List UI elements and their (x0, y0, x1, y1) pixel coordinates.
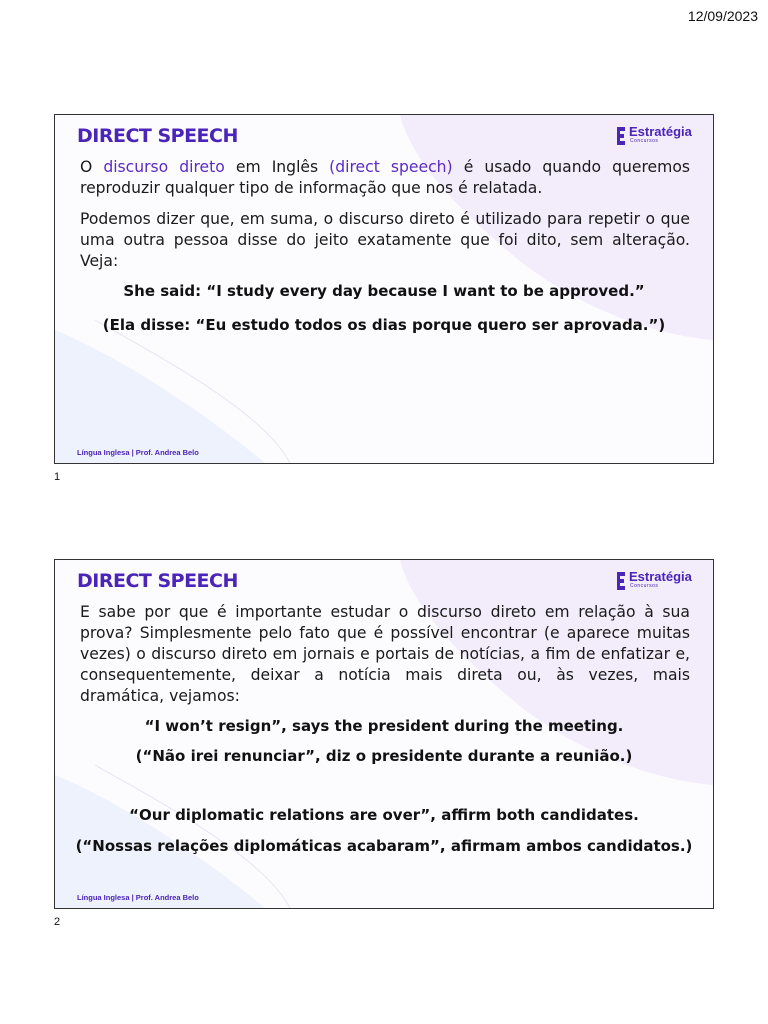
slide-footer: Língua Inglesa | Prof. Andrea Belo (77, 448, 199, 457)
slide-footer: Língua Inglesa | Prof. Andrea Belo (77, 893, 199, 902)
brand-mark-icon (615, 571, 627, 591)
paragraph-1 (80, 157, 690, 199)
paragraph-1: E sabe por que é importante estudar o discurso direto em relação à sua prova? Simplesmente pelo fato que é possível encontrar (e aparece muitas vezes) o discurso direto em jornais e portais de notícias, a fim de enfatizar e, consequentemente, deixar a notícia mais direta ou, às vezes, mais dramática, vejamos: (80, 603, 690, 705)
quote-english: “Our diplomatic relations are over”, affirm both candidates. (129, 806, 639, 824)
brand-mark-icon (615, 126, 627, 146)
text-run: em Inglês (224, 158, 330, 176)
quote-translation: (Ela disse: “Eu estudo todos os dias porque quero ser aprovada.”) (102, 316, 666, 334)
slide-title: DIRECT SPEECH (77, 570, 238, 592)
slide-2 (54, 559, 714, 909)
brand-name: Estratégia (629, 569, 692, 584)
slide-number: 2 (54, 916, 61, 928)
brand-sub: Concursos (630, 138, 659, 144)
highlight-term: discurso direto (103, 158, 225, 176)
quote-english: “I won’t resign”, says the president during the meeting. (144, 717, 624, 735)
brand-logo (615, 125, 699, 147)
highlight-term: (direct speech) (329, 158, 453, 176)
slide-title: DIRECT SPEECH (77, 125, 238, 147)
text-run: O (80, 158, 104, 176)
text-run: é usado quando queremos reproduzir qualquer tipo de informação que nos é relatada. (80, 158, 690, 197)
paragraph-2: Podemos dizer que, em suma, o discurso direto é utilizado para repetir o que uma outra pessoa disse do jeito exatamente que foi dito, sem alteração. Veja: (80, 210, 690, 270)
brand-name: Estratégia (629, 124, 692, 139)
quote-translation: (“Nossas relações diplomáticas acabaram”, afirmam ambos candidatos.) (75, 837, 693, 855)
slide-1 (54, 114, 714, 464)
brand-logo (615, 570, 699, 592)
slide-number: 1 (54, 471, 61, 483)
quote-english: She said: “I study every day because I want to be approved.” (123, 282, 645, 300)
page-date: 12/09/2023 (687, 8, 758, 24)
quote-translation: (“Não irei renunciar”, diz o presidente durante a reunião.) (135, 747, 633, 765)
brand-sub: Concursos (630, 583, 659, 589)
